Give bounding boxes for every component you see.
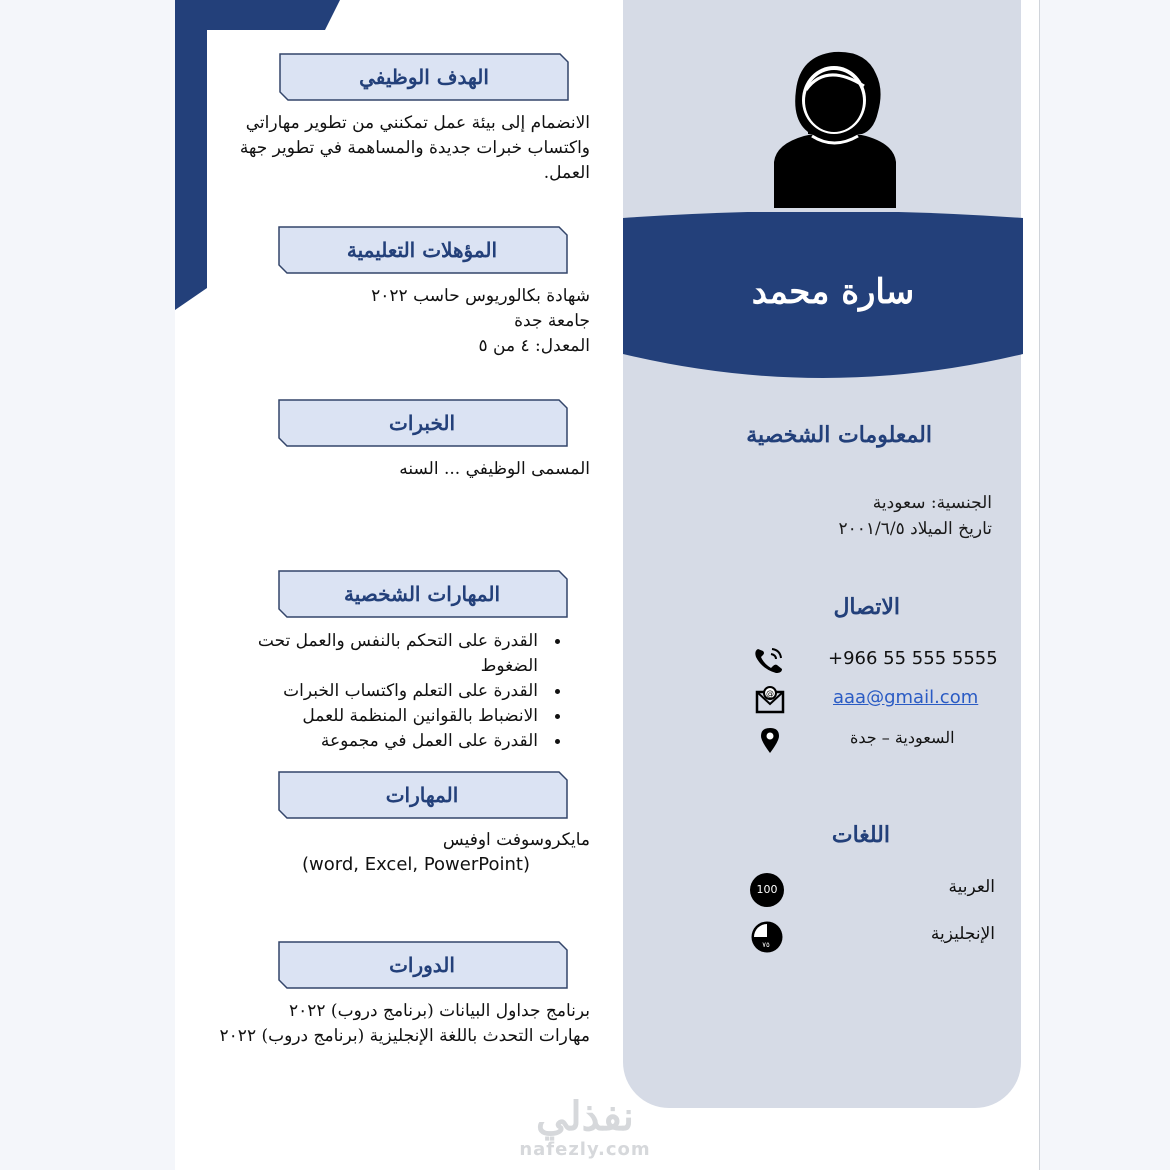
watermark — [510, 1095, 660, 1160]
education-text — [300, 284, 590, 359]
section-title: الدورات — [389, 953, 455, 977]
courses-text — [180, 999, 590, 1049]
watermark-latin: nafezly.com — [519, 1139, 651, 1160]
svg-text:@: @ — [766, 689, 774, 698]
section-title: المؤهلات التعليمية — [346, 238, 498, 262]
watermark-arabic: نفذلي — [536, 1093, 634, 1140]
nationality-text: الجنسية: سعودية — [872, 493, 992, 513]
page-edge — [1039, 0, 1040, 1170]
objective-line: واكتساب خبرات جديدة والمساهمة في تطوير جهة — [239, 138, 590, 158]
experience-text — [300, 457, 590, 482]
personal-info-heading: المعلومات الشخصية — [746, 422, 932, 448]
contact-phone-row — [750, 645, 1010, 675]
location-text: السعودية – جدة — [850, 728, 955, 747]
section-skills-box — [277, 770, 567, 820]
education-line: شهادة بكالوريوس حاسب ٢٠٢٢ — [371, 286, 590, 306]
skills-line: مايكروسوفت اوفيس — [442, 830, 590, 850]
course-line: مهارات التحدث باللغة الإنجليزية (برنامج دروب) ٢٠٢٢ — [219, 1026, 590, 1046]
objective-line: العمل. — [543, 163, 590, 183]
education-line: جامعة جدة — [514, 311, 590, 331]
education-line: المعدل: ٤ من ٥ — [478, 336, 590, 356]
language-name: الإنجليزية — [930, 924, 995, 944]
section-courses-box — [277, 940, 567, 990]
language-row-english — [750, 920, 995, 954]
list-item: الانضباط بالقوانين المنظمة للعمل — [200, 704, 538, 729]
contact-email-row — [750, 684, 1010, 714]
phone-text: +966 55 555 5555 — [828, 648, 998, 669]
objective-text — [200, 111, 590, 186]
phone-icon — [750, 645, 790, 675]
section-title: المهارات الشخصية — [343, 582, 501, 606]
location-pin-icon — [750, 725, 790, 755]
woman-silhouette-icon — [766, 50, 904, 208]
contact-heading: الاتصال — [833, 594, 900, 620]
birth-date-text: تاريخ الميلاد ٢٠٠١/٦/٥ — [838, 519, 992, 539]
list-item: القدرة على العمل في مجموعة — [200, 729, 538, 754]
language-level-badge: 100 — [750, 873, 784, 907]
section-title: الهدف الوظيفي — [359, 65, 489, 89]
candidate-name: سارة محمد — [751, 272, 915, 312]
section-title: المهارات — [385, 783, 459, 807]
section-objective-box — [278, 52, 570, 102]
language-level-pie-icon — [750, 920, 784, 954]
language-level-label: ٧٥ — [762, 941, 770, 949]
email-icon — [750, 684, 790, 714]
section-experience-box — [277, 398, 567, 448]
email-link[interactable]: aaa@gmail.com — [833, 687, 979, 708]
language-row-arabic — [750, 873, 995, 907]
experience-line: المسمى الوظيفي ... السنه — [399, 459, 590, 479]
objective-line: الانضمام إلى بيئة عمل تمكنني من تطوير مهاراتي — [245, 113, 590, 133]
language-name: العربية — [948, 877, 995, 897]
section-personal-skills-box — [277, 569, 567, 619]
section-title: الخبرات — [388, 411, 455, 435]
languages-heading: اللغات — [831, 822, 890, 848]
list-item: القدرة على التعلم واكتساب الخبرات — [200, 679, 538, 704]
course-line: برنامج جداول البيانات (برنامج دروب) ٢٠٢٢ — [289, 1001, 590, 1021]
section-education-box — [277, 225, 567, 275]
list-item: القدرة على التحكم بالنفس والعمل تحت الضغوط — [200, 629, 538, 679]
contact-location-row — [750, 725, 1010, 755]
personal-skills-list — [200, 629, 538, 754]
skills-apps-line: (word, Excel, PowerPoint) — [302, 854, 530, 875]
